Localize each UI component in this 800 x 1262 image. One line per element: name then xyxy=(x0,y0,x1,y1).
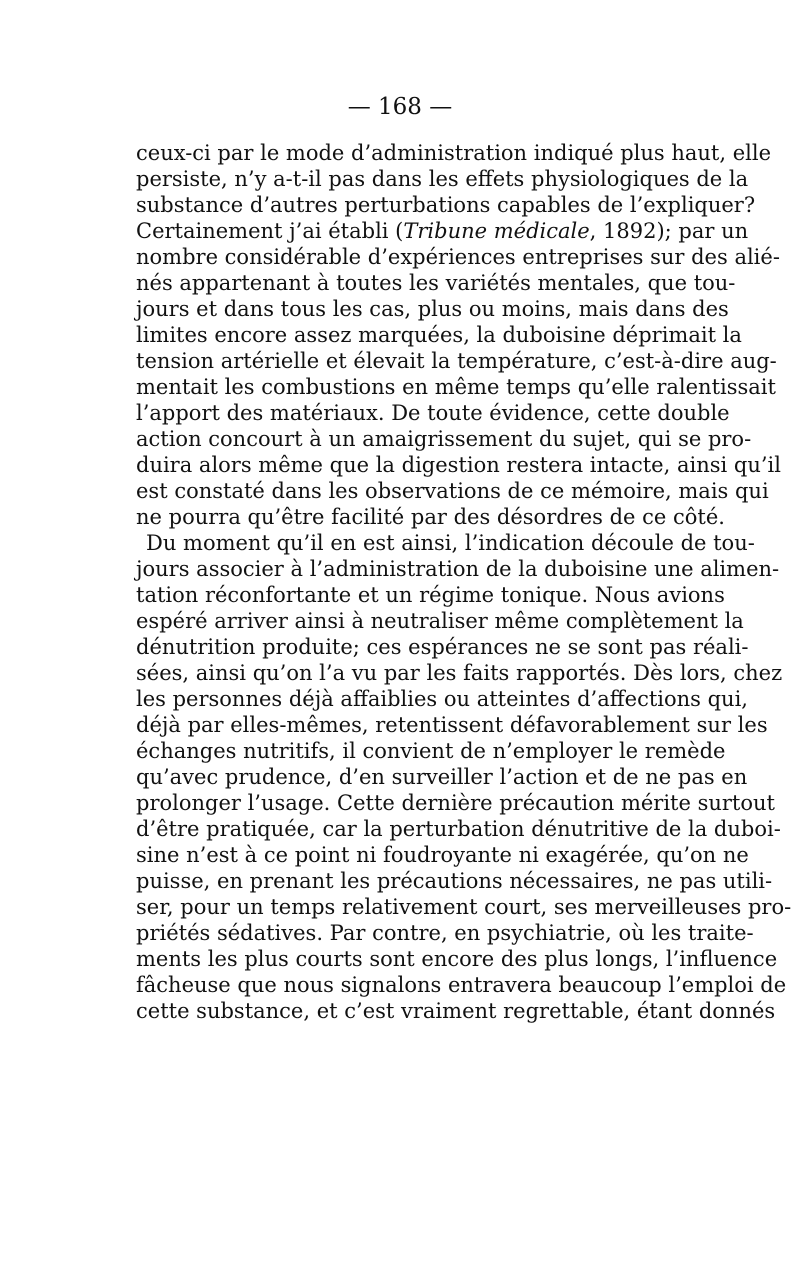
text-line: tation réconfortante et un régime tonique. Nous avions xyxy=(136,583,725,607)
text-line: cette substance, et c’est vraiment regrettable, étant donnés xyxy=(136,999,776,1023)
text-line: sées, ainsi qu’on l’a vu par les faits rapportés. Dès lors, chez xyxy=(136,661,783,685)
text-line: échanges nutritifs, il convient de n’employer le remède xyxy=(136,739,726,763)
text-line: prolonger l’usage. Cette dernière précaution mérite surtout xyxy=(136,791,775,815)
text-line: espéré arriver ainsi à neutraliser même complètement la xyxy=(136,609,744,633)
text-line: priétés sédatives. Par contre, en psychiatrie, où les traite- xyxy=(136,921,754,945)
text-line: nés appartenant à toutes les variétés mentales, que tou- xyxy=(136,271,736,295)
text-line: ments les plus courts sont encore des plus longs, l’influence xyxy=(136,947,778,971)
text-line: qu’avec prudence, d’en surveiller l’action et de ne pas en xyxy=(136,765,748,789)
body-text xyxy=(136,140,792,1024)
text-line: ne pourra qu’être facilité par des désordres de ce côté. xyxy=(136,505,725,529)
text-line: ceux-ci par le mode d’administration indiqué plus haut, elle xyxy=(136,141,772,165)
text-line: l’apport des matériaux. De toute évidence, cette double xyxy=(136,401,730,425)
text-line: dénutrition produite; ces espérances ne se sont pas réali- xyxy=(136,635,749,659)
text-line: fâcheuse que nous signalons entravera beaucoup l’emploi de xyxy=(136,973,787,997)
text-line: les personnes déjà affaiblies ou atteintes d’affections qui, xyxy=(136,687,748,711)
page-number: — 168 — xyxy=(347,94,453,120)
text-line: jours et dans tous les cas, plus ou moins, mais dans des xyxy=(136,297,729,321)
text-line: jours associer à l’administration de la duboisine une alimen- xyxy=(136,557,780,581)
text-line: déjà par elles-mêmes, retentissent défavorablement sur les xyxy=(136,713,768,737)
text-line: nombre considérable d’expériences entreprises sur des alié- xyxy=(136,245,780,269)
text-line: ser, pour un temps relativement court, ses merveilleuses pro- xyxy=(136,895,792,919)
text-line: sine n’est à ce point ni foudroyante ni exagérée, qu’on ne xyxy=(136,843,749,867)
text-line: persiste, n’y a-t-il pas dans les effets physiologiques de la xyxy=(136,167,749,191)
text-line: mentait les combustions en même temps qu’elle ralentissait xyxy=(136,375,776,399)
text-line: puisse, en prenant les précautions nécessaires, ne pas utili- xyxy=(136,869,773,893)
text-line: limites encore assez marquées, la duboisine déprimait la xyxy=(136,323,742,347)
text-line: substance d’autres perturbations capables de l’expliquer? xyxy=(136,193,756,217)
text-line: tension artérielle et élevait la température, c’est-à-dire aug- xyxy=(136,349,777,373)
text-line: duira alors même que la digestion restera intacte, ainsi qu’il xyxy=(136,453,781,477)
text-line: est constaté dans les observations de ce mémoire, mais qui xyxy=(136,479,769,503)
text-line: action concourt à un amaigrissement du sujet, qui se pro- xyxy=(136,427,752,451)
text-line: Du moment qu’il en est ainsi, l’indication découle de tou- xyxy=(146,531,755,555)
text-line: Certainement j’ai établi (Tribune médicale, 1892); par un xyxy=(136,219,749,243)
journal-title: Tribune médicale xyxy=(403,219,590,243)
text-line: d’être pratiquée, car la perturbation dénutritive de la duboi- xyxy=(136,817,781,841)
